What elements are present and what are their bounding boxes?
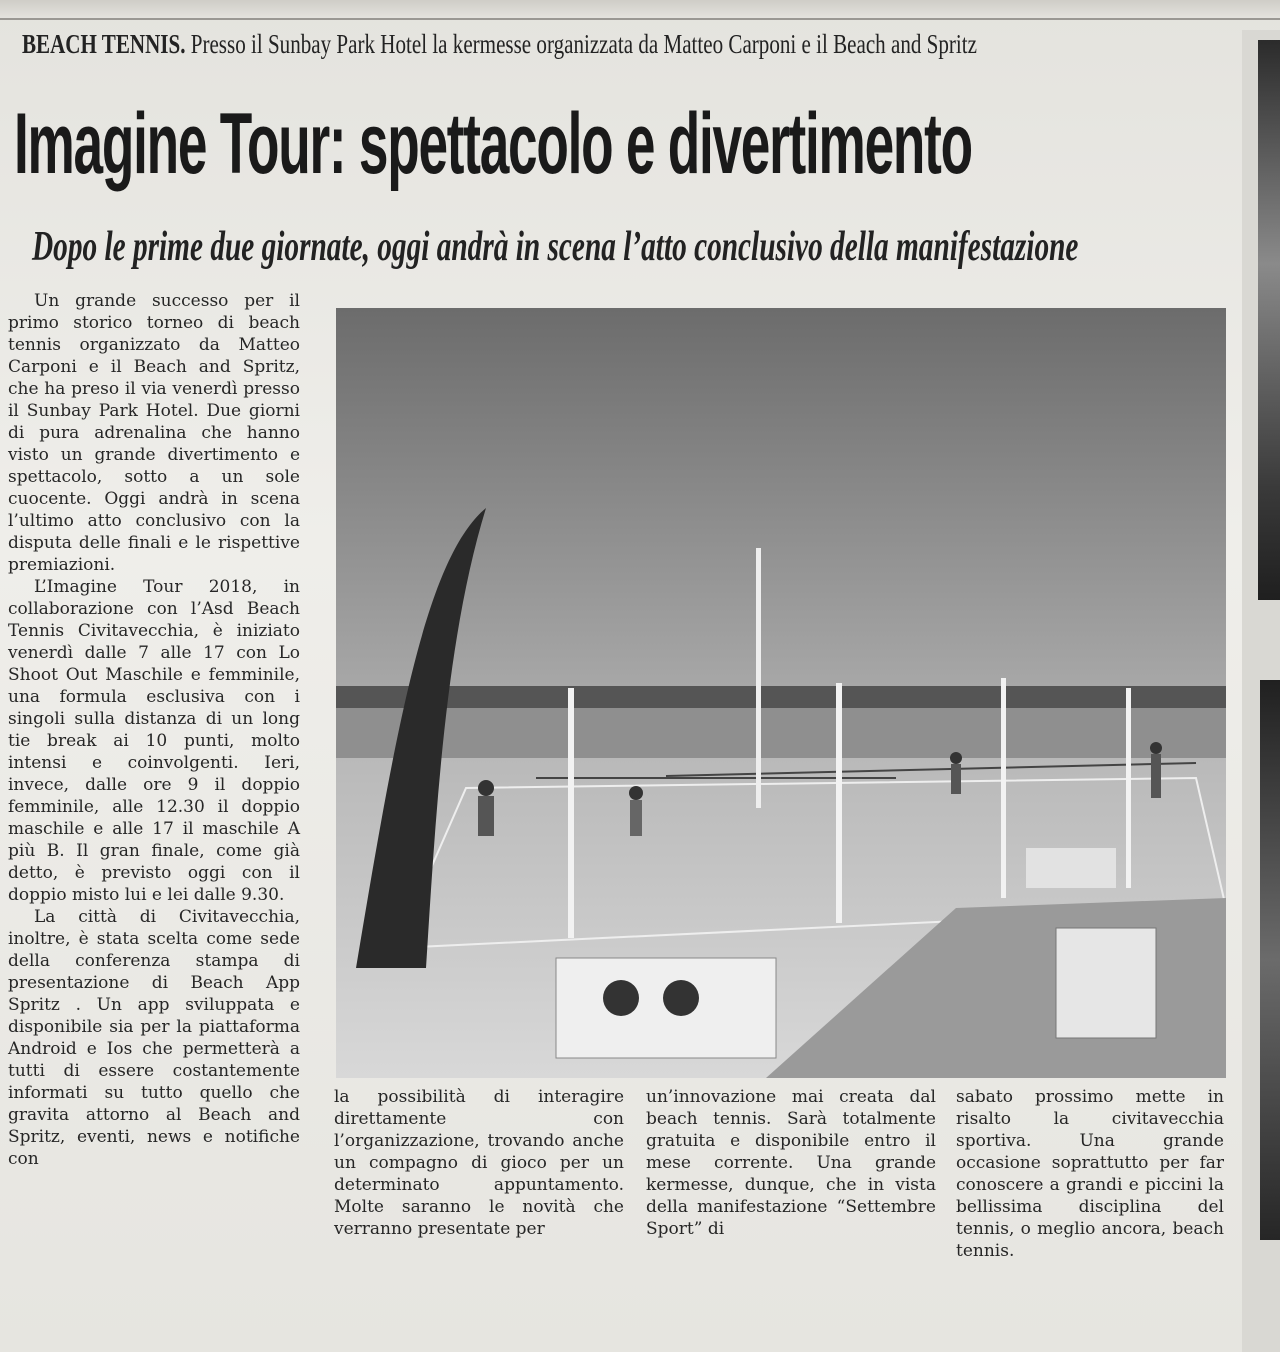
body-paragraph-2: L’Imagine Tour 2018, in collaborazione con l’Asd Beach Tennis Civitavecchia, è iniziato venerdì dalle 7 alle 17 con Lo Shoot Out Maschile e femminile, una formula esclusiva con i singoli sulla distanza di un long tie break ai 10 punti, molto intensi e coinvolgenti. Ieri, invece, dalle ore 9 il doppio femminile, alle 12.30 il doppio maschile e alle 17 il maschile A più B. Il gran finale, come già detto, è previsto oggi con il doppio misto lui e lei dalle 9.30.: [8, 577, 300, 905]
body-paragraph-3: La città di Civitavecchia, inoltre, è stata scelta come sede della conferenza stampa di presentazione di Beach App Spritz . Un app sviluppata e disponibile sia per la piattaforma Android e Ios che permetterà a tutti di essere costantemente informati su tutto quello che gravita attorno al Beach and Spritz, eventi, news e notifiche con: [8, 907, 300, 1169]
beach-tennis-photo: [336, 308, 1226, 1078]
adjacent-photo-top: [1258, 40, 1280, 600]
adjacent-photo-bottom: [1260, 680, 1280, 1240]
column-4-text: sabato prossimo mette in risalto la civitavecchia sportiva. Una grande occasione soprattutto per far conoscere a grandi e piccini la bellissima disciplina del tennis, o meglio ancora, beach tennis.: [956, 1087, 1224, 1261]
article-body-column-2: [334, 1086, 624, 1286]
article-subheadline: Dopo le prime due giornate, oggi andrà in scena l’atto conclusivo della manifestazione: [32, 224, 1079, 270]
article-body-column-1: [8, 290, 300, 1320]
article-body-column-3: [646, 1086, 936, 1286]
column-2-text: la possibilità di interagire direttamente con l’organizzazione, trovando anche un compagno di gioco per un determinato appuntamento. Molte saranno le novità che verranno presentate per: [334, 1087, 624, 1239]
body-paragraph-1: Un grande successo per il primo storico torneo di beach tennis organizzato da Matteo Carponi e il Beach and Spritz, che ha preso il via venerdì presso il Sunbay Park Hotel. Due giorni di pura adrenalina che hanno visto un grande divertimento e spettacolo, sotto a un sole cuocente. Oggi andrà in scena l’ultimo atto conclusivo con la disputa delle finali e le rispettive premiazioni.: [8, 291, 300, 575]
kicker-section: BEACH TENNIS.: [22, 29, 186, 59]
article-body-column-4: [956, 1086, 1224, 1286]
previous-article-strip: [0, 0, 1280, 20]
kicker-text: Presso il Sunbay Park Hotel la kermesse organizzata da Matteo Carponi e il Beach and Spritz: [185, 29, 977, 59]
article-headline: Imagine Tour: spettacolo e divertimento: [14, 96, 972, 192]
photo-illustration: [336, 308, 1226, 1078]
column-3-text: un’innovazione mai creata dal beach tennis. Sarà totalmente gratuita e disponibile entro il mese corrente. Una grande kermesse, dunque, che in vista della manifestazione “Settembre Sport” di: [646, 1087, 936, 1239]
article-kicker: [22, 28, 981, 60]
top-rule: [0, 18, 1280, 20]
